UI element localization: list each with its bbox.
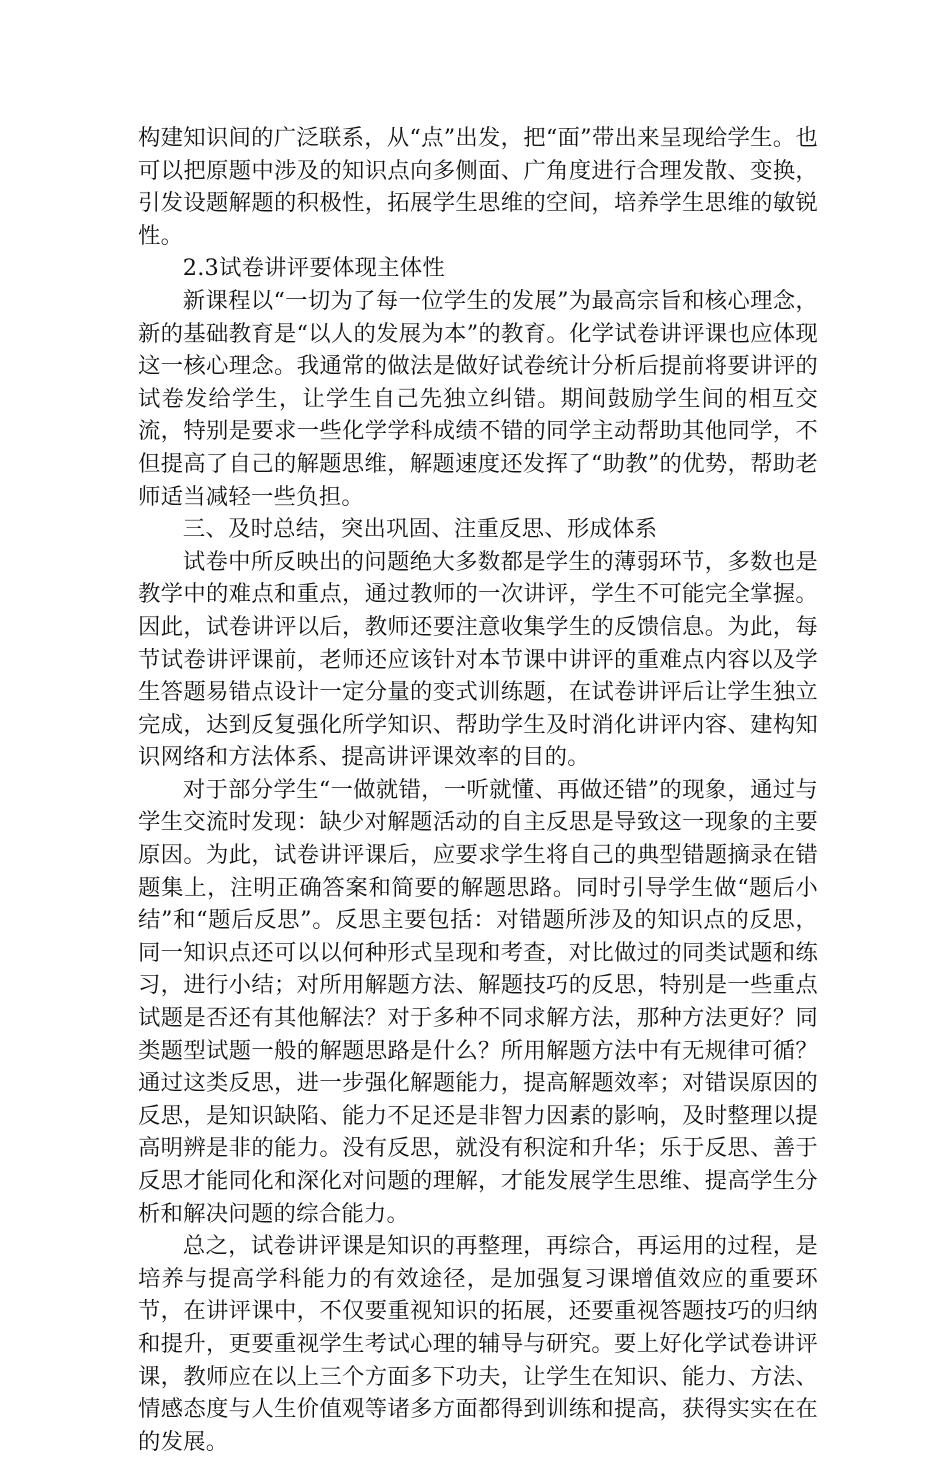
paragraph-subjectivity: 新课程以“一切为了每一位学生的发展”为最高宗旨和核心理念，新的基础教育是“以人的发展为本”的教育。化学试卷讲评课也应体现这一核心理念。我通常的做法是做好试卷统计分析后提前将要讲评的试卷发给学生，让学生自己先独立纠错。期间鼓励学生间的相互交流，特别是要求一些化学学科成绩不错的同学主动帮助其他同学，不但提高了自己的解题思维，解题速度还发挥了“助教”的优势，帮助老师适当减轻一些负担。 [138,287,818,510]
paragraph-conclusion: 总之，试卷讲评课是知识的再整理，再综合，再运用的过程，是培养与提高学科能力的有效途径，是加强复习课增值效应的重要环节，在讲评课中，不仅要重视知识的拓展，还要重视答题技巧的归纳和提升，更要重视学生考试心理的辅导与研究。要上好化学试卷讲评课，教师应在以上三个方面多下功夫，让学生在知识、能力、方法、情感态度与人生价值观等诸多方面都得到训练和提高，获得实实在在的发展。 [138,1233,818,1455]
paragraph-continuation: 构建知识间的广泛联系，从“点”出发，把“面”带出来呈现给学生。也可以把原题中涉及的知识点向多侧面、广角度进行合理发散、变换，引发设题解题的积极性，拓展学生思维的空间，培养学生思维的敏锐性。 [138,125,818,249]
document-body [138,122,818,1458]
paragraph-feedback: 试卷中所反映出的问题绝大多数都是学生的薄弱环节，多数也是教学中的难点和重点，通过教师的一次讲评，学生不可能完全掌握。因此，试卷讲评以后，教师还要注意收集学生的反馈信息。为此，每节试卷讲评课前，老师还应该针对本节课中讲评的重难点内容以及学生答题易错点设计一定分量的变式训练题，在试卷讲评后让学生独立完成，达到反复强化所学知识、帮助学生及时消化讲评内容、建构知识网络和方法体系、提高讲评课效率的目的。 [138,548,818,771]
paragraph-reflection: 对于部分学生“一做就错，一听就懂、再做还错”的现象，通过与学生交流时发现：缺少对解题活动的自主反思是导致这一现象的主要原因。为此，试卷讲评课后，应要求学生将自己的典型错题摘录在错题集上，注明正确答案和简要的解题思路。同时引导学生做“题后小结”和“题后反思”。反思主要包括：对错题所涉及的知识点的反思，同一知识点还可以以何种形式呈现和考查，对比做过的同类试题和练习，进行小结；对所用解题方法、解题技巧的反思，特别是一些重点试题是否还有其他解法？对于多种不同求解方法，那种方法更好？同类题型试题一般的解题思路是什么？所用解题方法中有无规律可循？通过这类反思，进一步强化解题能力，提高解题效率；对错误原因的反思，是知识缺陷、能力不足还是非智力因素的影响，及时整理以提高明辨是非的能力。没有反思，就没有积淀和升华；乐于反思、善于反思才能同化和深化对问题的理解，才能发展学生思维、提高学生分析和解决问题的综合能力。 [138,776,818,1227]
section-heading-3: 三、及时总结，突出巩固、注重反思、形成体系 [182,516,658,543]
section-heading-2-3: 2.3试卷讲评要体现主体性 [182,255,445,282]
